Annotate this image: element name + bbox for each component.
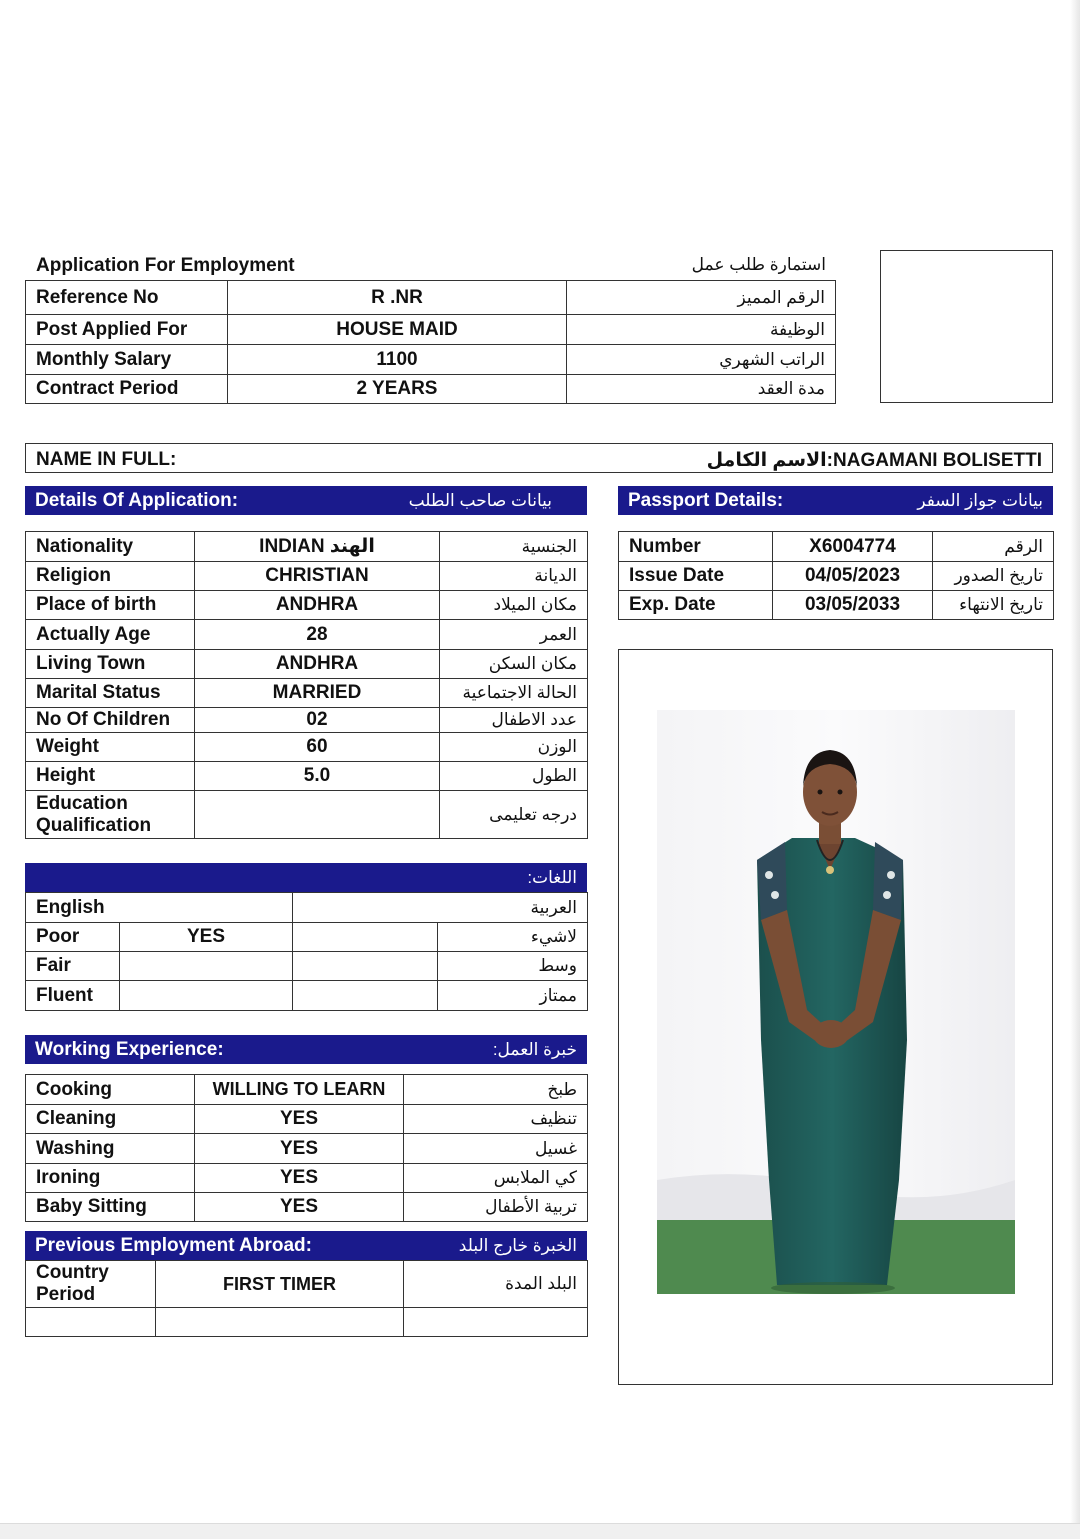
contract-row <box>26 375 836 404</box>
details-value: 02 <box>195 708 440 733</box>
contract-row <box>26 281 836 315</box>
passport-label-ar: تاريخ الصدور <box>933 562 1054 591</box>
experience-title-en: Working Experience: <box>35 1039 224 1060</box>
arabic-level-value <box>293 981 438 1011</box>
details-row <box>26 562 588 591</box>
passport-title-ar: بيانات جواز السفر <box>917 491 1043 510</box>
level-label-en: Fair <box>26 952 120 981</box>
contract-label-en: Monthly Salary <box>26 345 228 375</box>
title-en: Application For Employment <box>36 255 295 276</box>
details-row <box>26 708 588 733</box>
experience-label-ar: تربية الأطفال <box>404 1193 588 1222</box>
contract-label-en: Post Applied For <box>26 315 228 345</box>
details-value <box>195 791 440 839</box>
contract-value: R .NR <box>228 281 567 315</box>
passport-label-ar: الرقم <box>933 532 1054 562</box>
experience-value: YES <box>195 1134 404 1164</box>
details-table <box>25 531 588 839</box>
abroad-empty-cell <box>156 1308 404 1337</box>
contract-label-en: Contract Period <box>26 375 228 404</box>
contract-label-ar: الراتب الشهري <box>567 345 836 375</box>
experience-title-ar: خبرة العمل: <box>492 1040 577 1059</box>
experience-value: YES <box>195 1164 404 1193</box>
passport-row <box>619 532 1054 562</box>
level-label-ar: ممتاز <box>438 981 588 1011</box>
details-value: 28 <box>195 620 440 650</box>
contract-value: 1100 <box>228 345 567 375</box>
passport-label-en: Number <box>619 532 773 562</box>
level-label-ar: وسط <box>438 952 588 981</box>
name-row <box>25 443 1053 473</box>
abroad-header-bar <box>25 1231 587 1260</box>
english-level-value <box>120 981 293 1011</box>
experience-label-ar: طبخ <box>404 1075 588 1105</box>
experience-row <box>26 1134 588 1164</box>
details-value: 60 <box>195 733 440 762</box>
details-label-ar: الجنسية <box>440 532 588 562</box>
arabic-level-value <box>293 923 438 952</box>
experience-label-en: Baby Sitting <box>26 1193 195 1222</box>
experience-label-ar: كي الملابس <box>404 1164 588 1193</box>
applicant-photo <box>657 710 1015 1294</box>
passport-header-bar <box>618 486 1053 515</box>
passport-value: 03/05/2033 <box>773 591 933 620</box>
details-label-en: Height <box>26 762 195 791</box>
details-label-ar: الديانة <box>440 562 588 591</box>
languages-title-ar: اللغات: <box>527 868 577 887</box>
experience-label-ar: تنظيف <box>404 1105 588 1134</box>
experience-row <box>26 1193 588 1222</box>
details-label-en: Place of birth <box>26 591 195 620</box>
details-label-en: Actually Age <box>26 620 195 650</box>
level-label-en: Fluent <box>26 981 120 1011</box>
details-row <box>26 679 588 708</box>
details-value: MARRIED <box>195 679 440 708</box>
passport-row <box>619 562 1054 591</box>
experience-header-bar <box>25 1035 587 1064</box>
details-label-ar: الحالة الاجتماعية <box>440 679 588 708</box>
details-label-ar: مكان السكن <box>440 650 588 679</box>
passport-label-en: Issue Date <box>619 562 773 591</box>
passport-value: 04/05/2023 <box>773 562 933 591</box>
experience-row <box>26 1075 588 1105</box>
abroad-empty-row <box>26 1308 588 1337</box>
passport-row <box>619 591 1054 620</box>
details-row <box>26 650 588 679</box>
experience-label-en: Cooking <box>26 1075 195 1105</box>
abroad-row <box>26 1261 588 1308</box>
languages-table <box>25 892 588 1011</box>
details-label-en: Nationality <box>26 532 195 562</box>
details-value: ANDHRA <box>195 591 440 620</box>
passport-title-en: Passport Details: <box>628 490 784 511</box>
details-row <box>26 591 588 620</box>
abroad-empty-cell <box>26 1308 156 1337</box>
abroad-title-en: Previous Employment Abroad: <box>35 1235 312 1256</box>
details-row <box>26 532 588 562</box>
details-label-en: Education Qualification <box>26 791 195 839</box>
details-row <box>26 620 588 650</box>
passport-table <box>618 531 1054 620</box>
contract-label-ar: الوظيفة <box>567 315 836 345</box>
abroad-label-en: Country Period <box>26 1261 156 1308</box>
experience-label-ar: غسيل <box>404 1134 588 1164</box>
passport-value: X6004774 <box>773 532 933 562</box>
experience-label-en: Ironing <box>26 1164 195 1193</box>
page-edge-right <box>1070 0 1080 1539</box>
hands <box>813 1020 849 1048</box>
experience-row <box>26 1105 588 1134</box>
details-label-en: Marital Status <box>26 679 195 708</box>
experience-value: YES <box>195 1105 404 1134</box>
languages-row <box>26 981 588 1011</box>
experience-value: YES <box>195 1193 404 1222</box>
languages-row <box>26 952 588 981</box>
title-ar: استمارة طلب عمل <box>691 255 826 274</box>
abroad-title-ar: الخبرة خارج البلد <box>458 1236 577 1255</box>
details-label-ar: الطول <box>440 762 588 791</box>
contract-label-ar: مدة العقد <box>567 375 836 404</box>
small-photo-box <box>880 250 1053 403</box>
details-value: ANDHRA <box>195 650 440 679</box>
contract-row <box>26 315 836 345</box>
details-title-en: Details Of Application: <box>35 490 239 511</box>
contract-value: HOUSE MAID <box>228 315 567 345</box>
languages-header-bar <box>25 863 587 892</box>
english-level-value: YES <box>120 923 293 952</box>
details-value: 5.0 <box>195 762 440 791</box>
english-level-value <box>120 952 293 981</box>
level-label-en: Poor <box>26 923 120 952</box>
languages-header-row <box>26 893 588 923</box>
experience-table <box>25 1074 588 1222</box>
name-value: NAGAMANI BOLISETTI:الاسم الكامل <box>706 450 1042 471</box>
english-label: English <box>26 893 293 923</box>
contract-table <box>25 280 836 404</box>
details-row <box>26 791 588 839</box>
details-label-ar: الوزن <box>440 733 588 762</box>
details-label-en: No Of Children <box>26 708 195 733</box>
arabic-label: العربية <box>293 893 588 923</box>
details-label-en: Weight <box>26 733 195 762</box>
details-label-en: Living Town <box>26 650 195 679</box>
name-label-en: NAME IN FULL: <box>36 449 177 470</box>
abroad-empty-cell <box>404 1308 588 1337</box>
passport-label-en: Exp. Date <box>619 591 773 620</box>
contract-value: 2 YEARS <box>228 375 567 404</box>
details-label-en: Religion <box>26 562 195 591</box>
passport-label-ar: تاريخ الانتهاء <box>933 591 1054 620</box>
details-row <box>26 762 588 791</box>
details-value: CHRISTIAN <box>195 562 440 591</box>
details-label-ar: مكان الميلاد <box>440 591 588 620</box>
abroad-label-ar: البلد المدة <box>404 1261 588 1308</box>
experience-label-en: Washing <box>26 1134 195 1164</box>
details-value: INDIAN الهند <box>195 532 440 562</box>
contract-label-en: Reference No <box>26 281 228 315</box>
experience-row <box>26 1164 588 1193</box>
languages-row <box>26 923 588 952</box>
details-label-ar: عدد الاطفال <box>440 708 588 733</box>
abroad-value: FIRST TIMER <box>156 1261 404 1308</box>
details-row <box>26 733 588 762</box>
level-label-ar: لاشيء <box>438 923 588 952</box>
experience-value: WILLING TO LEARN <box>195 1075 404 1105</box>
details-label-ar: درجه تعليمى <box>440 791 588 839</box>
details-label-ar: العمر <box>440 620 588 650</box>
contract-label-ar: الرقم المميز <box>567 281 836 315</box>
contract-row <box>26 345 836 375</box>
page-edge-bottom <box>0 1523 1080 1539</box>
details-title-ar: بيانات صاحب الطلب <box>408 491 552 510</box>
abroad-table <box>25 1260 588 1337</box>
details-header-bar <box>25 486 587 515</box>
arabic-level-value <box>293 952 438 981</box>
experience-label-en: Cleaning <box>26 1105 195 1134</box>
